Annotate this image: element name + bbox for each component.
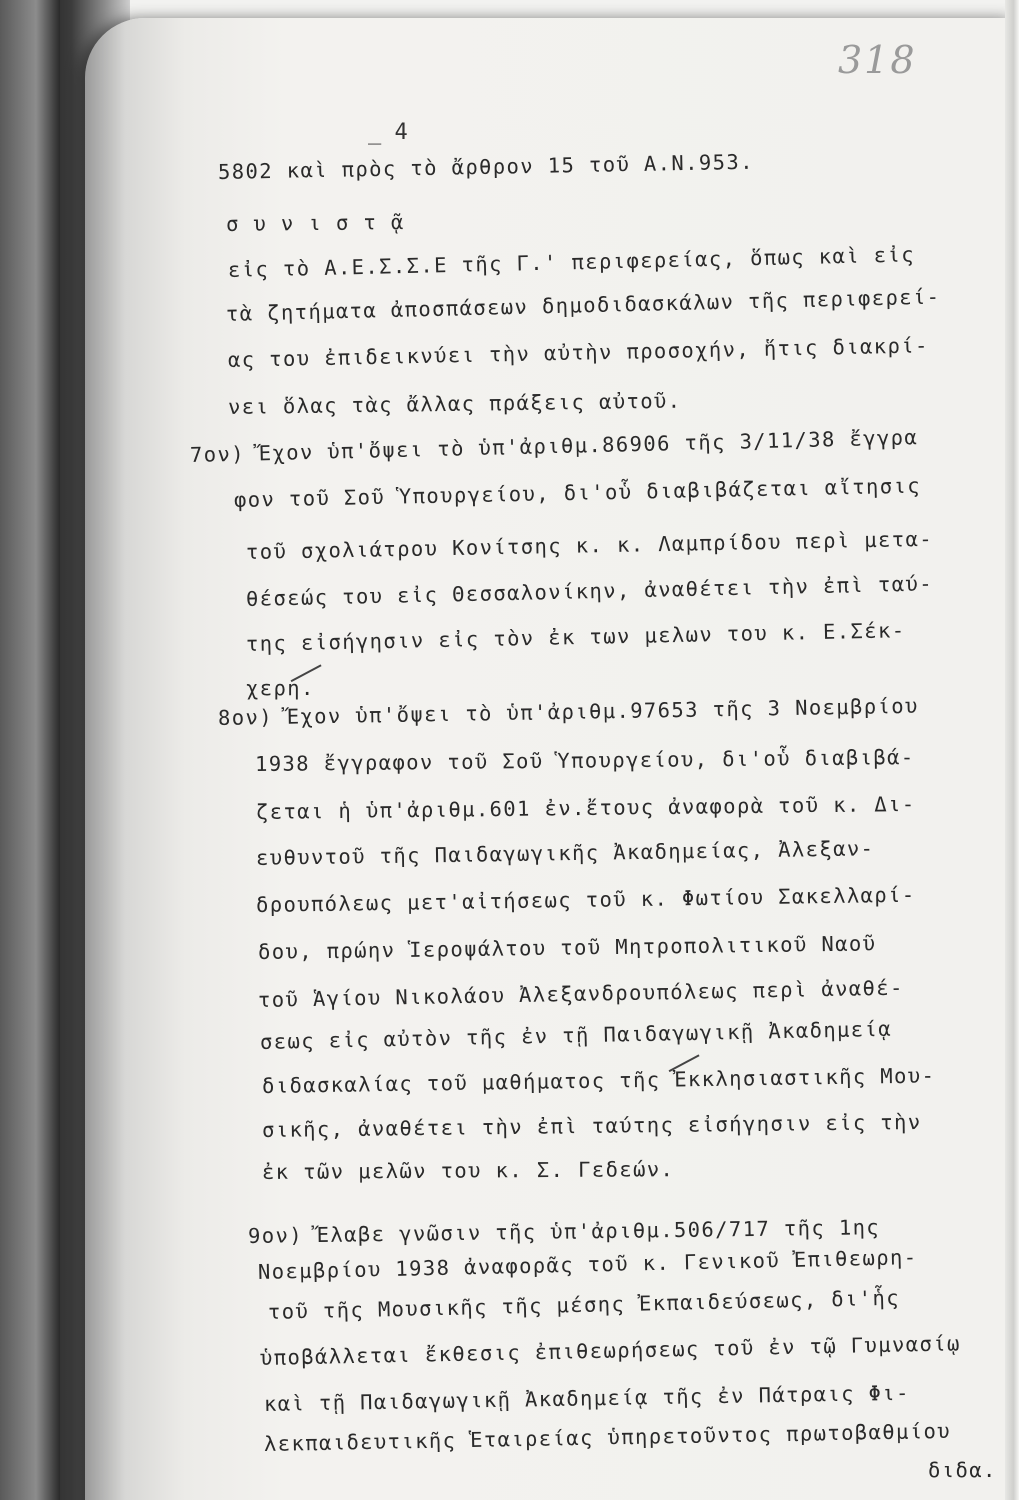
text-line: τοῦ τῆς Μουσικῆς τῆς μέσης Ἐκπαιδεύσεως, δι'ἧς (267, 1285, 901, 1324)
text-line: νει ὅλας τὰς ἄλλας πράξεις αὐτοῦ. (227, 388, 682, 419)
text-line: ἐκ τῶν μελῶν του κ. Σ. Γεδεών. (261, 1157, 675, 1184)
text-line: διδασκαλίας τοῦ μαθήματος τῆς Ἐκκλησιαστικῆς Μου- (261, 1063, 936, 1098)
text-line: τοῦ σχολιάτρου Κονίτσης κ. κ. Λαμπρίδου περὶ μετα- (245, 526, 934, 564)
text-line: εἰς τὸ Α.Ε.Σ.Σ.Ε τῆς Γ.' περιφερείας, ὅπως καὶ εἰς (227, 242, 916, 282)
text-line: καὶ τῇ Παιδαγωγικῇ Ἀκαδημείᾳ τῆς ἐν Πάτραις Φι- (263, 1380, 911, 1416)
text-line: 9ον) Ἔλαβε γνῶσιν τῆς ὑπ'ἀριθμ.506/717 τῆς 1ης (247, 1215, 881, 1248)
text-line: χερη. (246, 676, 315, 700)
text-line: φον τοῦ Σοῦ Ὑπουργείου, δι'οὗ διαβιβάζεται αἴτησις (233, 473, 922, 512)
text-line: 5802 καὶ πρὸς τὸ ἄρθρον 15 τοῦ Α.Ν.953. (217, 149, 755, 184)
text-line: θέσεώς του εἰς Θεσσαλονίκην, ἀναθέτει τὴν ἐπὶ ταύ- (245, 571, 934, 611)
text-line: ας του ἐπιδεικνύει τὴν αὐτὴν προσοχήν, ἥτις διακρί- (227, 333, 929, 372)
text-line: δου, πρώην Ἱεροψάλτου τοῦ Μητροπολιτικοῦ Ναοῦ (257, 931, 877, 964)
previous-page-edge (0, 0, 60, 1500)
text-line: της εἰσήγησιν εἰς τὸν ἐκ των μελων του κ. Ε.Σέκ- (245, 618, 906, 656)
text-line: Νοεμβρίου 1938 ἀναφορᾶς τοῦ κ. Γενικοῦ Ἐπιθεωρη- (257, 1245, 918, 1284)
page-right-edge (1005, 0, 1019, 1500)
page-number: _ 4 (368, 120, 408, 145)
text-line: ζεται ἡ ὑπ'ἀριθμ.601 ἐν.ἔτους ἀναφορὰ τοῦ κ. Δι- (255, 791, 916, 824)
text-line: τὰ ζητήματα ἀποσπάσεων δημοδιδασκάλων τῆς περιφερεί- (225, 284, 941, 326)
text-line: ὑποβάλλεται ἔκθεσις ἐπιθεωρήσεως τοῦ ἐν τῷ Γυμνασίῳ (259, 1331, 961, 1370)
text-line: σ υ ν ι σ τ ᾷ (225, 210, 405, 236)
text-line: 7ον) Ἔχον ὑπ'ὄψει τὸ ὑπ'ἀριθμ.86906 τῆς 3/11/38 ἔγγρα (189, 425, 919, 467)
text-line: δρουπόλεως μετ'αἰτήσεως τοῦ κ. Φωτίου Σακελλαρί- (255, 882, 916, 917)
text-line: διδα. (928, 1458, 997, 1482)
text-line: 1938 ἔγγραφον τοῦ Σοῦ Ὑπουργείου, δι'οὗ διαβιβά- (254, 745, 915, 776)
text-line: 8ον) Ἔχον ὑπ'ὄψει τὸ ὑπ'ἀριθμ.97653 τῆς 3 Νοεμβρίου (217, 693, 919, 730)
text-line: ευθυντοῦ τῆς Παιδαγωγικῆς Ἀκαδημείας, Ἀλεξαν- (255, 836, 875, 870)
text-line: λεκπαιδευτικῆς Ἑταιρείας ὑπηρετοῦντος πρωτοβαθμίου (263, 1418, 952, 1456)
text-line: τοῦ Ἁγίου Νικολάου Ἀλεξανδρουπόλεως περὶ ἀναθέ- (257, 975, 905, 1012)
text-line: σεως εἰς αὐτὸν τῆς ἐν τῇ Παιδαγωγικῇ Ἀκαδημείᾳ (259, 1016, 893, 1054)
text-line: σικῆς, ἀναθέτει τὴν ἐπὶ ταύτης εἰσήγησιν εἰς τὴν (261, 1109, 922, 1142)
folio-number: 318 (838, 38, 917, 82)
